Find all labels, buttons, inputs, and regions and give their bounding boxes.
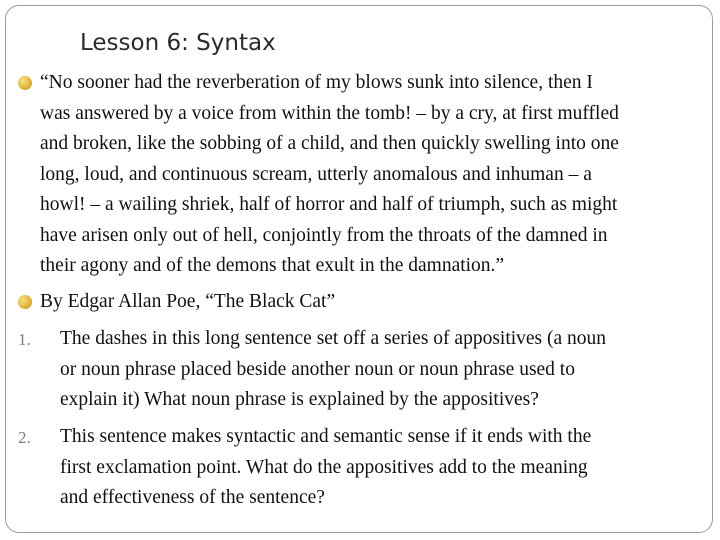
attribution-text: By Edgar Allan Poe, “The Black Cat” (40, 291, 336, 312)
question-number: 1. (18, 330, 31, 349)
quote-line: long, loud, and continuous scream, utterly anomalous and inhuman – a (40, 163, 592, 185)
question-2 (60, 422, 591, 514)
quote-paragraph (40, 68, 619, 282)
quote-line: “No sooner had the reverberation of my blows sunk into silence, then I (40, 72, 593, 93)
attribution (40, 287, 335, 318)
question-1 (60, 324, 606, 416)
quote-line: howl! – a wailing shriek, half of horror and half of triumph, such as might (40, 194, 618, 215)
attribution-bullet-icon (18, 295, 32, 309)
question-line: first exclamation point. What do the appositives add to the meaning (60, 456, 588, 478)
slide-title: Lesson 6: Syntax (80, 30, 276, 56)
quote-line: their agony and of the demons that exult in the damnation.” (40, 255, 505, 276)
quote-line: have arisen only out of hell, conjointly from the throats of the damned in (40, 224, 608, 246)
question-line: and effectiveness of the sentence? (60, 487, 325, 508)
quote-line: was answered by a voice from within the tomb! – by a cry, at first muffled (40, 102, 619, 124)
question-line: or noun phrase placed beside another noun or noun phrase used to (60, 358, 575, 380)
question-line: This sentence makes syntactic and semantic sense if it ends with the (60, 426, 592, 447)
question-line: explain it) What noun phrase is explained by the appositives? (60, 389, 539, 410)
question-number: 2. (18, 428, 31, 447)
question-line: The dashes in this long sentence set off a series of appositives (a noun (60, 328, 607, 349)
quote-line: and broken, like the sobbing of a child, and then quickly swelling into one (40, 133, 619, 154)
quote-bullet-icon (18, 76, 32, 90)
